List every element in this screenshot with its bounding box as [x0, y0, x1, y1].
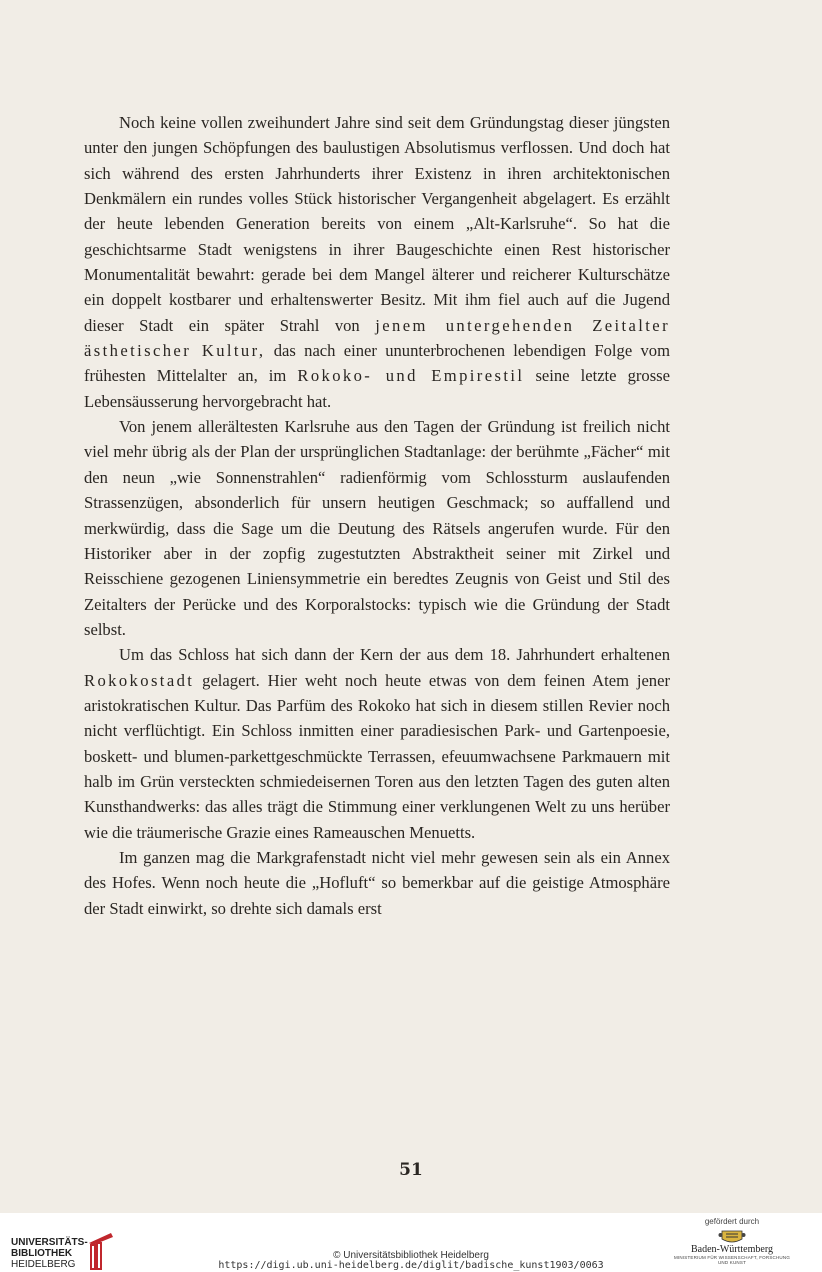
spaced-emphasis: Rokoko- und Empirestil — [297, 366, 525, 386]
paragraph — [84, 414, 670, 642]
paragraph — [84, 845, 670, 921]
text-run: Von jenem allerältesten Karlsruhe aus den Tagen der Gründung ist freilich nicht viel mehr übrig als der Plan der ursprünglichen Stadtanlage: der berühmte „Fächer“ mit den neun „wie Sonnenstrahlen“ radienförmig vom Schlossturm auslaufenden Strassenzügen, absonderlich für unsern heutigen Geschmack; so auffallend und merkwürdig, dass die Sage um die Deutung des Rätsels angerufen wurde. Für den Historiker aber in der zopfig zugestutzten Abstraktheit seiner mit Zirkel und Reisschiene gezogenen Liniensymmetrie ein beredtes Zeugnis von Geist und Stil des Zeitalters der Perücke und des Korporalstocks: typisch wie die Gründung der Stadt selbst. — [84, 417, 670, 639]
spaced-emphasis: Rokokostadt — [84, 670, 195, 690]
paragraph — [84, 110, 670, 414]
text-run: Um das Schloss hat sich dann der Kern der aus dem 18. Jahrhundert erhaltenen — [119, 645, 670, 665]
funder-label: gefördert durch — [704, 1217, 760, 1226]
library-line-2: BIBLIOTHEK — [11, 1248, 73, 1259]
copyright-notice: © Universitätsbibliothek Heidelberg — [333, 1250, 489, 1261]
spaced-emphasis: jenem untergehenden Zeitalter ästhetischer Kultur, — [84, 315, 670, 361]
body-text — [84, 110, 670, 921]
permalink-url[interactable]: https://digi.ub.uni-heidelberg.de/diglit/badische_kunst1903/0063 — [218, 1260, 604, 1271]
library-line-1: UNIVERSITÄTS- — [11, 1237, 88, 1248]
text-run: das nach einer ununterbrochenen lebendigen Folge vom frühesten Mittelalter an, im — [84, 341, 670, 386]
text-run: Noch keine vollen zweihundert Jahre sind seit dem Gründungstag dieser jüngsten unter den jungen Schöpfungen des baulustigen Absolutismus verflossen. Und doch hat sich während des ersten Jahrhunderts ihrer Existenz in ihren architektonischen Denkmälern ein rundes volles Stück historischer Vergangenheit abgelagert. Es erzählt der heute lebenden Generation bereits von einem „Alt-Karlsruhe“. So hat die geschichtsarme Stadt wenigstens in ihrer Baugeschichte einen Rest historischer Monumentalität bewahrt: gerade bei dem Mangel älterer und reicherer Kulturschätze ein doppelt kostbarer und erhaltenswerter Besitz. Mit ihm fiel auch auf die Jugend dieser Stadt ein später Strahl von — [84, 113, 670, 335]
footer-bar — [0, 1213, 822, 1272]
coat-of-arms-icon — [718, 1227, 746, 1245]
funder-subtitle: MINISTERIUM FÜR WISSENSCHAFT, FORSCHUNG UND KUNST — [673, 1255, 791, 1265]
page-number: 51 — [399, 1160, 423, 1180]
funder-block[interactable] — [672, 1217, 792, 1265]
text-run: seine letzte grosse Lebensäusserung hervorgebracht hat. — [84, 366, 670, 411]
paragraph — [84, 642, 670, 845]
text-run: Im ganzen mag die Markgrafenstadt nicht viel mehr gewesen sein als ein Annex des Hofes. Wenn noch heute die „Hofluft“ so bemerkbar auf die geistige Atmosphäre der Stadt einwirkt, so drehte sich damals erst — [84, 847, 670, 918]
funder-name: Baden-Württemberg — [690, 1244, 773, 1255]
text-run: gelagert. Hier weht noch heute etwas von dem feinen Atem jener aristokratischen Kultur. Das Parfüm des Rokoko hat sich in diesem stillen Revier noch nicht verflüchtigt. Ein Schloss inmitten einer paradiesischen Park- und Gartenpoesie, boskett- und blumen-parkettgeschmückte Terrassen, efeuumwachsene Parkmauern mit halb im Grün versteckten schmiedeisernen Toren aus den letzten Tagen des guten alten Kunsthandwerks: das alles trägt die Stimmung einer verklungenen Welt zu uns herüber wie die träumerische Grazie eines Rameauschen Menuetts. — [84, 670, 670, 842]
library-line-3: HEIDELBERG — [11, 1259, 76, 1270]
